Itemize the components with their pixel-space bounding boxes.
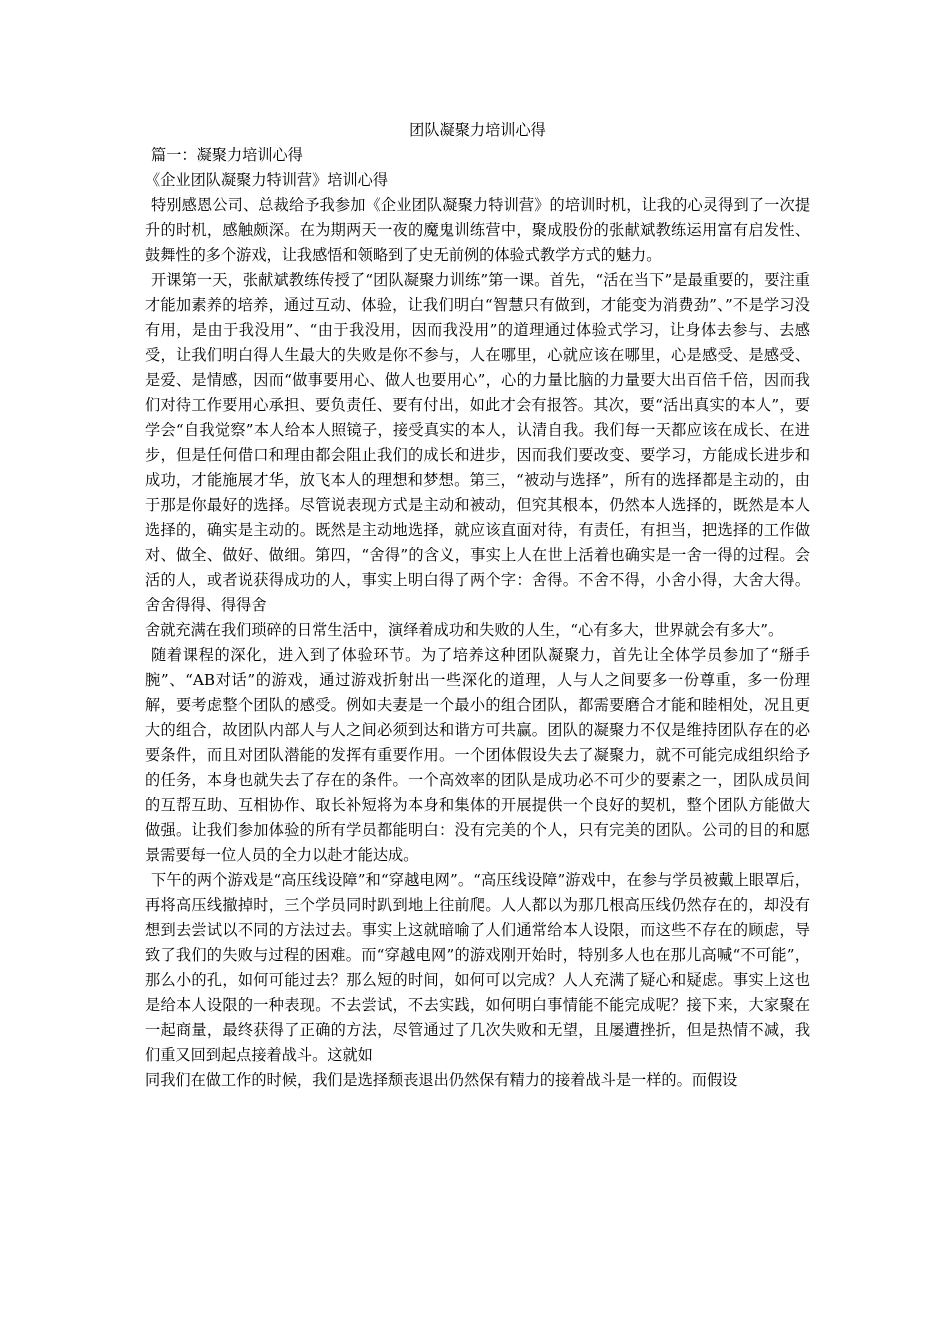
paragraph-final-line: 同我们在做工作的时候，我们是选择颓丧退出仍然保有精力的接着战斗是一样的。而假设 bbox=[145, 1071, 738, 1089]
document-title: 团队凝聚力培训心得 bbox=[409, 121, 546, 139]
document-subtitle: 《企业团队凝聚力特训营》培训心得 bbox=[145, 171, 388, 189]
paragraph-day-one: 开课第一天，张献斌教练传授了“团队凝聚力训练”第一课。首先，“活在当下”是最重要的，要注重才能加素养的培养，通过互动、体验，让我们明白“智慧只有做到，才能变为消费劲”、”不是学习没有用，是由于我没用”、“由于我没用，因而我没用”的道理通过体验式学习，让身体去参与、去感受，让我们明白得人生最大的失败是你不参与，人在哪里，心就应该在哪里，心是感受、是感受、是爱、是情感，因而“做事要用心、做人也要用心”，心的力量比脑的力量要大出百倍千倍，因而我们对待工作要用心承担、要负责任、要有付出，如此才会有报答。其次，要“活出真实的本人”，要学会“自我觉察”本人给本人照镜子，接受真实的本人，认清自我。我们每一天都应该在成长、在进步，但是任何借口和理由都会阻止我们的成长和进步，因而我们要改变、要学习，方能成长进步和成功，才能施展才华，放飞本人的理想和梦想。第三，“被动与选择”，所有的选择都是主动的，由于那是你最好的选择。尽管说表现方式是主动和被动，但究其根本，仍然本人选择的，既然是本人选择的，确实是主动的。既然是主动地选择，就应该直面对待，有责任，有担当，把选择的工作做对、做全、做好、做细。第四，“舍得”的含义，事实上人在世上活着也确实是一舍一得的过程。会活的人，或者说获得成功的人，事实上明白得了两个字：舍得。不舍不得，小舍小得，大舍大得。舍舍得得、得得舍 bbox=[145, 271, 810, 614]
paragraph-afternoon-games: 下午的两个游戏是“高压线设障”和“穿越电网”。“高压线设障”游戏中，在参与学员被戴上眼罩后，再将高压线撤掉时，三个学员同时趴到地上往前爬。人人都以为那几根高压线仍然存在的，却没有想到去尝试以不同的方法过去。事实上这就暗喻了人们通常给本人设限，而这些不存在的顾虑，导致了我们的失败与过程的困难。而“穿越电网”的游戏刚开始时，特别多人也在那儿高喊“不可能”，那么小的孔，如何可能过去？那么短的时间，如何可以完成？人人充满了疑心和疑虑。事实上这也是给本人设限的一种表现。不去尝试，不去实践，如何明白事情能不能完成呢？接下来，大家聚在一起商量，最终获得了正确的方法，尽管通过了几次失败和无望，且屡遭挫折，但是热情不减，我们重又回到起点接着战斗。这就如 bbox=[145, 871, 810, 1064]
document-page bbox=[145, 118, 810, 1093]
paragraph-intro: 特别感恩公司、总裁给予我参加《企业团队凝聚力特训营》的培训时机，让我的心灵得到了一次提升的时机，感触颇深。在为期两天一夜的魔鬼训练营中，聚成股份的张献斌教练运用富有启发性、鼓舞性的多个游戏，让我感悟和领略到了史无前例的体验式教学方式的魅力。 bbox=[145, 196, 810, 264]
paragraph-day-one-continued: 舍就充满在我们琐碎的日常生活中，演绎着成功和失败的人生，“心有多大，世界就会有多大”。 bbox=[145, 621, 784, 639]
section-heading: 篇一：凝聚力培训心得 bbox=[151, 146, 303, 164]
paragraph-experience: 随着课程的深化，进入到了体验环节。为了培养这种团队凝聚力，首先让全体学员参加了“掰手腕”、“AB对话”的游戏，通过游戏折射出一些深化的道理，人与人之间要多一份尊重，多一份理解，要考虑整个团队的感受。例如夫妻是一个最小的组合团队，都需要磨合才能和睦相处，况且更大的组合，故团队内部人与人之间必须到达和谐方可共赢。团队的凝聚力不仅是维持团队存在的必要条件，而且对团队潜能的发挥有重要作用。一个团体假设失去了凝聚力，就不可能完成组织给予的任务，本身也就失去了存在的条件。一个高效率的团队是成功必不可少的要素之一，团队成员间的互帮互助、互相协作、取长补短将为本身和集体的开展提供一个良好的契机，整个团队方能做大做强。让我们参加体验的所有学员都能明白：没有完美的个人，只有完美的团队。公司的目的和愿景需要每一位人员的全力以赴才能达成。 bbox=[145, 646, 810, 864]
